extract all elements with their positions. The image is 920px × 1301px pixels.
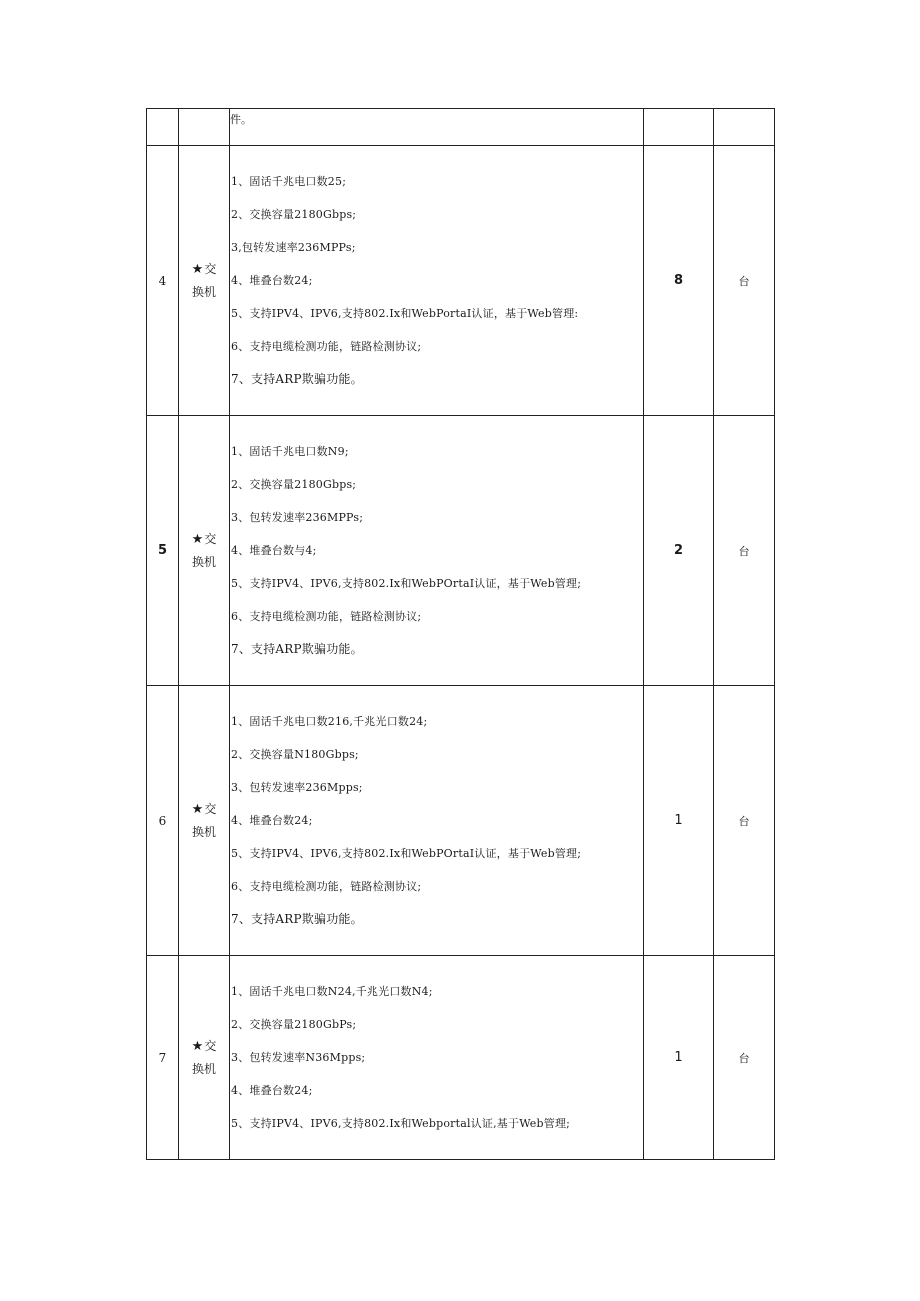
spec-continuation-text: 件。 [230, 109, 644, 146]
spec-item: 5、支持IPV4、IPV6,支持802.Ix和WebPOrtaI认证，基于Web管理; [231, 577, 582, 590]
spec-item: 2、交换容量2180Gbps; [231, 208, 357, 221]
row-number: 7 [147, 956, 179, 1160]
spec-item: 3、包转发速率236MPPs; [231, 511, 364, 524]
spec-item: 2、交换容量2180GbPs; [231, 1018, 357, 1031]
spec-item: 1、固话千兆电口数N9; [231, 445, 349, 458]
spec-item: 6、支持电缆检测功能，链路检测协议; [231, 880, 422, 893]
item-name-line1: 交 [204, 1038, 217, 1053]
quantity: 8 [644, 146, 714, 416]
item-name-line1: 交 [204, 531, 217, 546]
item-name [179, 146, 230, 416]
quantity: 2 [644, 416, 714, 686]
row-number: 6 [147, 686, 179, 956]
spec-item: 6、支持电缆检测功能，链路检测协议; [231, 340, 422, 353]
quantity: 1 [644, 956, 714, 1160]
star-icon: ★ [191, 801, 204, 817]
spec-item: 5、支持IPV4、IPV6,支持802.Ix和WebPortaI认证，基于Web管理: [231, 307, 579, 320]
spec-item: 4、堆叠台数24; [231, 814, 313, 827]
row-number: 5 [147, 416, 179, 686]
spec-item: 1、固话千兆电口数216,千兆光口数24; [231, 715, 428, 728]
star-icon: ★ [191, 1038, 204, 1054]
unit: 台 [714, 146, 775, 416]
table-row-7 [147, 956, 775, 1160]
item-name-line2: 换机 [191, 824, 216, 839]
item-name-line2: 换机 [191, 284, 216, 299]
spec-item: 3、包转发速率236Mpps; [231, 781, 363, 794]
spec-item: 3,包转发速率236MPPs; [231, 241, 356, 254]
spec-item: 2、交换容量2180Gbps; [231, 478, 357, 491]
spec-item: 3、包转发速率N36Mpps; [231, 1051, 366, 1064]
spec-list [230, 146, 644, 416]
unit: 台 [714, 416, 775, 686]
spec-item: 4、堆叠台数24; [231, 274, 313, 287]
spec-item: 7、支持ARP欺骗功能。 [231, 912, 363, 926]
name-cell [179, 109, 230, 146]
spec-list [230, 686, 644, 956]
spec-item: 4、堆叠台数24; [231, 1084, 313, 1097]
star-icon: ★ [191, 531, 204, 547]
table-row-6 [147, 686, 775, 956]
spec-item: 6、支持电缆检测功能，链路检测协议; [231, 610, 422, 623]
spec-list [230, 956, 644, 1160]
qty-cell [644, 109, 714, 146]
spec-item: 7、支持ARP欺骗功能。 [231, 372, 363, 386]
spec-item: 5、支持IPV4、IPV6,支持802.Ix和Webportal认证,基于Web管理; [231, 1117, 571, 1130]
no-cell [147, 109, 179, 146]
spec-item: 4、堆叠台数与4; [231, 544, 317, 557]
item-name-line1: 交 [204, 261, 217, 276]
spec-item: 1、固话千兆电口数N24,千兆光口数N4; [231, 985, 433, 998]
star-icon: ★ [191, 261, 204, 277]
spec-item: 1、固话千兆电口数25; [231, 175, 347, 188]
item-name [179, 956, 230, 1160]
item-name-line2: 换机 [191, 1061, 216, 1076]
table-row-4 [147, 146, 775, 416]
spec-item: 5、支持IPV4、IPV6,支持802.Ix和WebPOrtaI认证，基于Web管理; [231, 847, 582, 860]
quantity: 1 [644, 686, 714, 956]
item-name-line1: 交 [204, 801, 217, 816]
spec-item: 2、交换容量N180Gbps; [231, 748, 359, 761]
unit: 台 [714, 686, 775, 956]
item-name-line2: 换机 [191, 554, 216, 569]
item-name [179, 686, 230, 956]
unit: 台 [714, 956, 775, 1160]
unit-cell [714, 109, 775, 146]
table-row-5 [147, 416, 775, 686]
row-number: 4 [147, 146, 179, 416]
equipment-spec-table [146, 108, 775, 1160]
continuation-row [147, 109, 775, 146]
spec-item: 7、支持ARP欺骗功能。 [231, 642, 363, 656]
item-name [179, 416, 230, 686]
spec-list [230, 416, 644, 686]
